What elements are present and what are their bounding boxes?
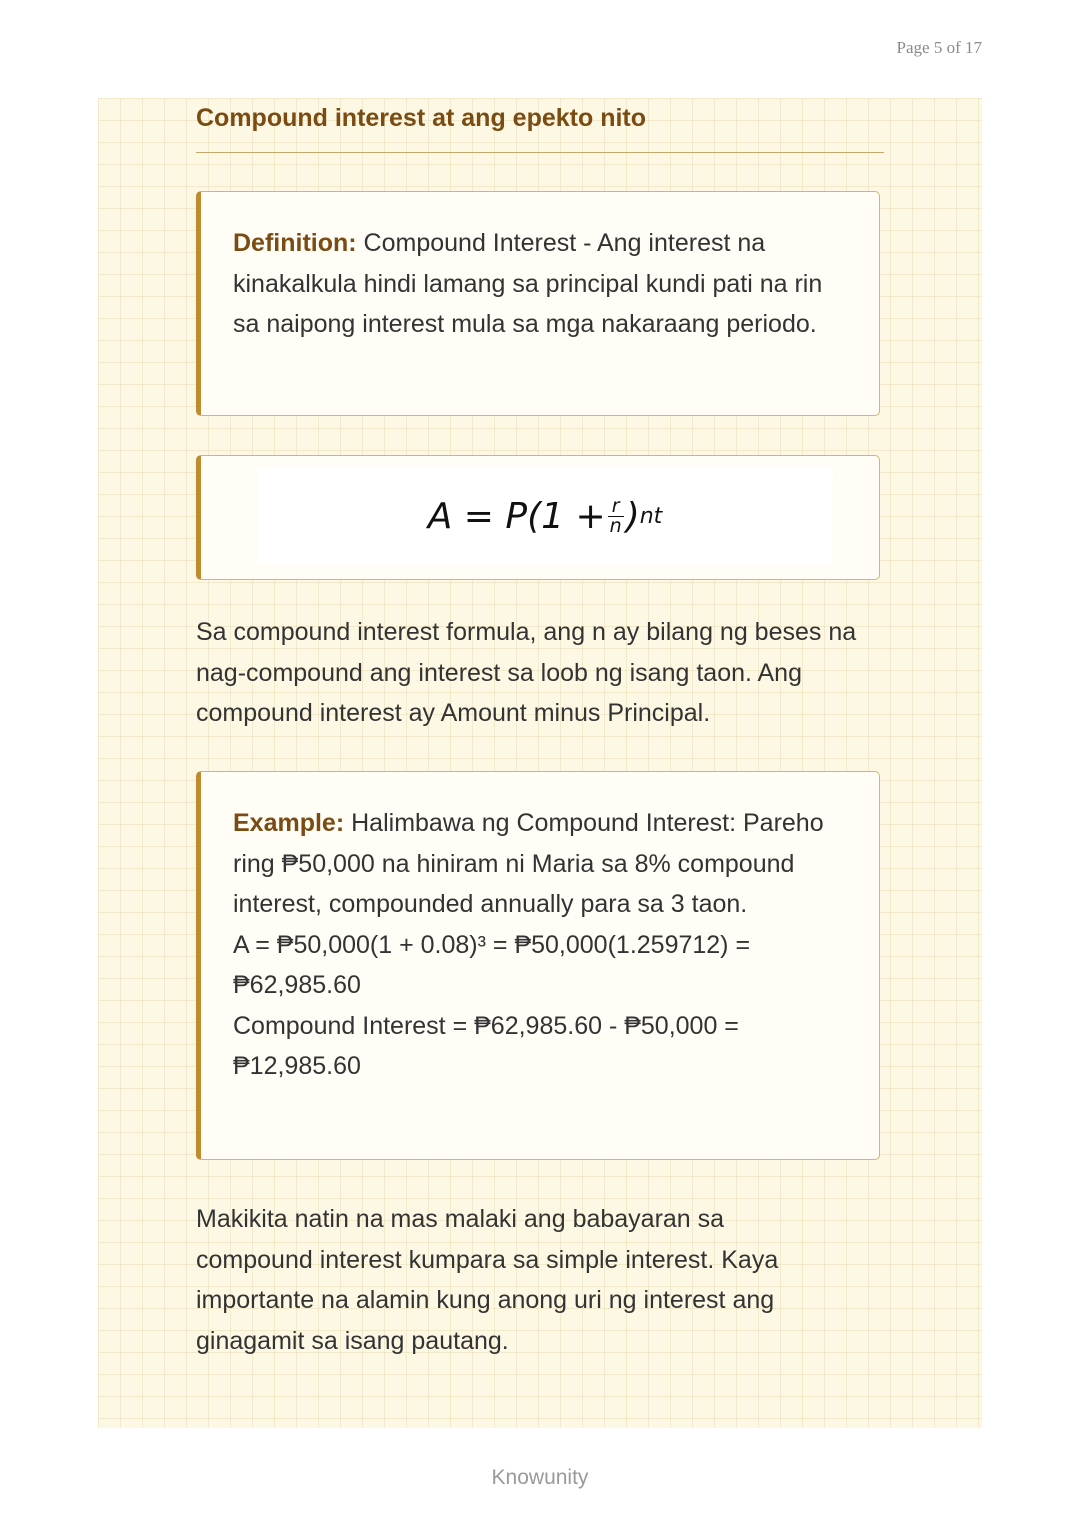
title-divider [196, 152, 884, 153]
formula-lhs: A = P(1 + [427, 495, 606, 537]
definition-box [196, 191, 880, 416]
example-label: Example: [233, 809, 345, 837]
formula-box [196, 455, 880, 580]
section-title: Compound interest at ang epekto nito [196, 104, 647, 132]
formula-exponent: nt [639, 503, 663, 529]
formula-fraction [608, 494, 624, 537]
example-text [233, 803, 847, 1087]
formula-fraction-denominator: n [609, 514, 622, 537]
compound-interest-formula [257, 468, 833, 564]
page-number: Page 5 of 17 [896, 38, 982, 57]
example-amount-line: A = ₱50,000(1 + 0.08)³ = ₱50,000(1.259712) = ₱62,985.60 [233, 930, 751, 999]
paragraph-conclusion: Makikita natin na mas malaki ang babayaran sa compound interest kumpara sa simple interest. Kaya importante na alamin kung anong uri ng interest ang ginagamit sa isang pautang. [196, 1205, 779, 1355]
example-interest-line: Compound Interest = ₱62,985.60 - ₱50,000 = ₱12,985.60 [233, 1011, 739, 1080]
footer-brand: Knowunity [491, 1466, 589, 1489]
definition-body: Compound Interest - Ang interest na kinakalkula hindi lamang sa principal kundi pati na rin sa naipong interest mula sa mga nakaraang periodo. [233, 229, 823, 338]
formula-fraction-numerator: r [608, 497, 624, 517]
definition-label: Definition: [233, 229, 357, 257]
example-body: Halimbawa ng Compound Interest: Pareho ring ₱50,000 na hiniram ni Maria sa 8% compound interest, compounded annually para sa 3 taon. [233, 809, 824, 918]
definition-text [233, 223, 843, 345]
formula-close-paren: ) [625, 495, 640, 537]
grid-paper-sheet [98, 98, 982, 1428]
example-box [196, 771, 880, 1160]
paragraph-formula-explanation: Sa compound interest formula, ang n ay bilang ng beses na nag-compound ang interest sa loob ng isang taon. Ang compound interest ay Amount minus Principal. [196, 618, 857, 727]
example-intro [233, 803, 847, 925]
